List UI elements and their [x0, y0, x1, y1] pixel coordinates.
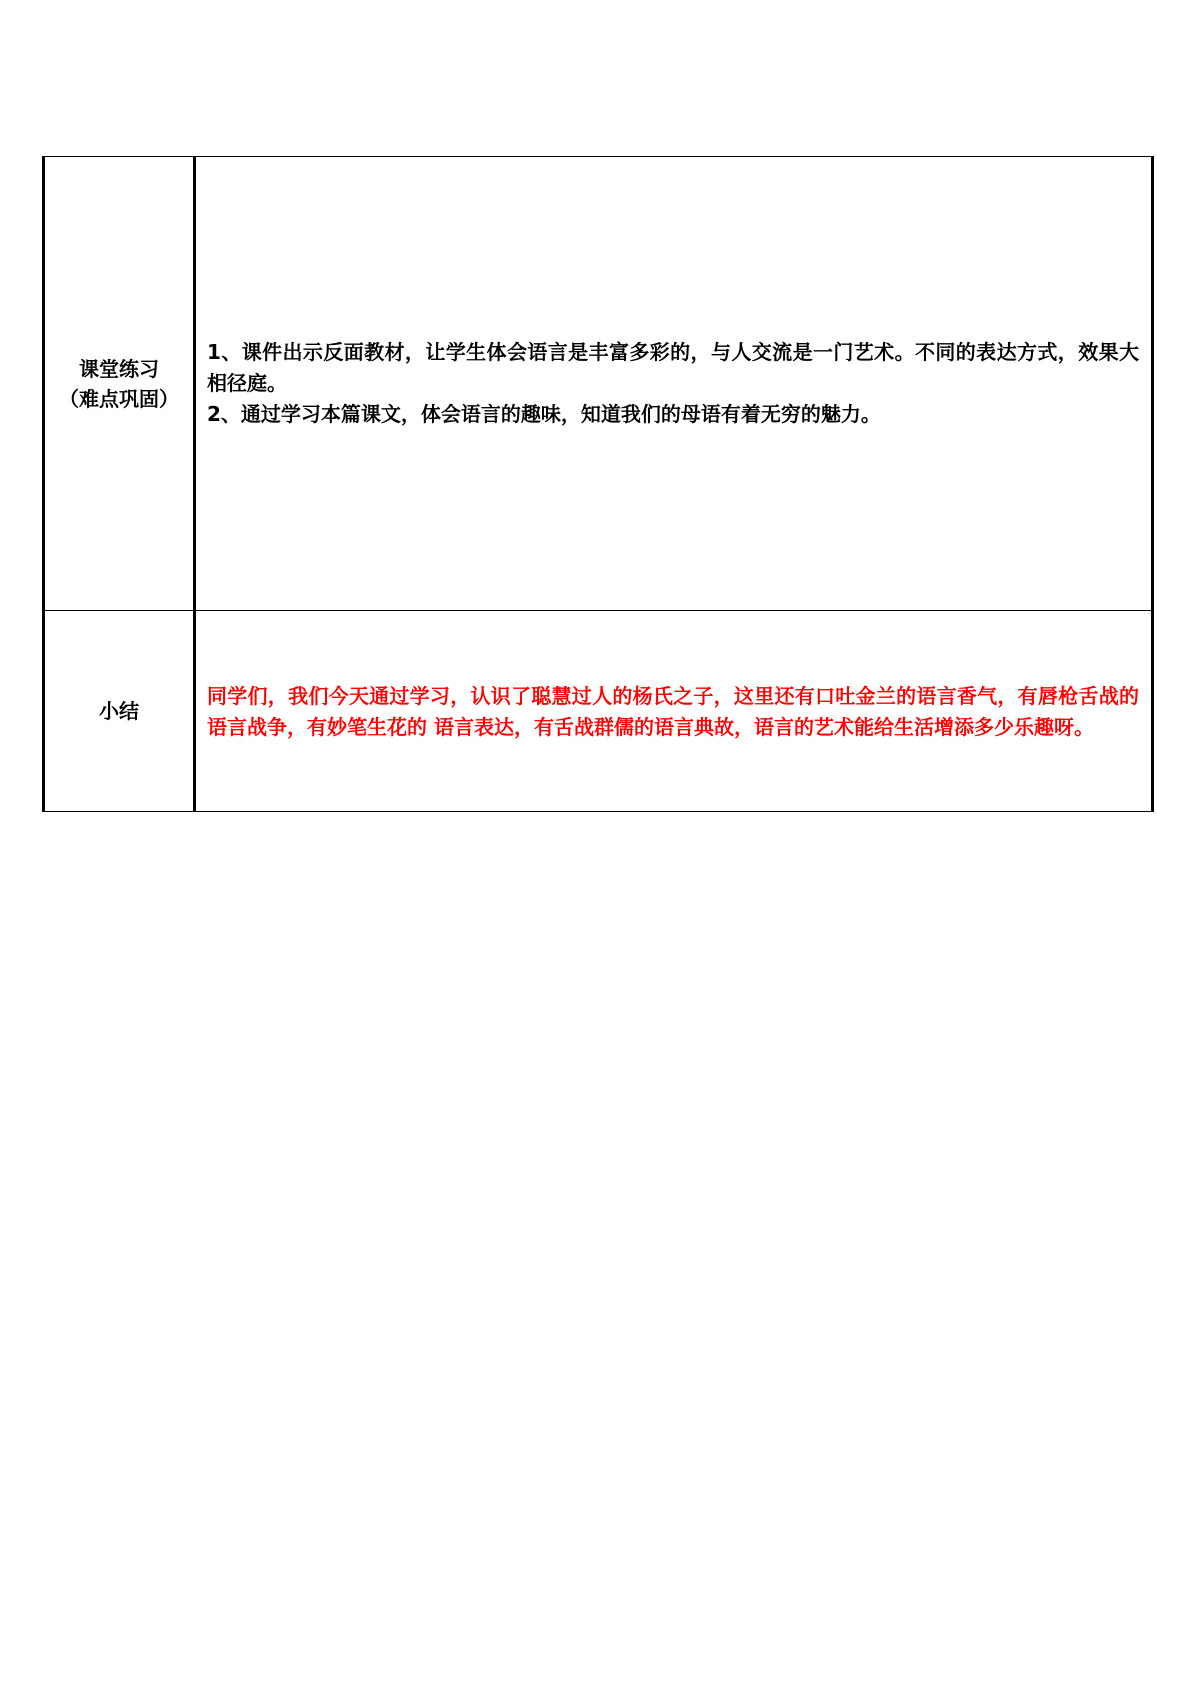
row-label-classroom-practice: [44, 157, 195, 611]
table-row-summary: [44, 611, 1153, 812]
row-label-line: （难点巩固）: [59, 386, 179, 411]
row-label-line: 小结: [99, 699, 139, 723]
table-row-classroom-practice: [44, 157, 1153, 611]
row-label-line: 课堂练习: [79, 356, 159, 381]
content-paragraph: 1、课件出示反面教材，让学生体会语言是丰富多彩的，与人交流是一门艺术。不同的表达方式，效果大相径庭。: [207, 340, 1139, 395]
content-paragraph: 2、通过学习本篇课文，体会语言的趣味，知道我们的母语有着无穷的魅力。: [207, 402, 881, 426]
row-content-summary: [195, 611, 1153, 812]
row-content-classroom-practice: [195, 157, 1153, 611]
lesson-plan-table: [42, 156, 1154, 812]
row-label-summary: [44, 611, 195, 812]
content-paragraph: 同学们，我们今天通过学习，认识了聪慧过人的杨氏之子，这里还有口吐金兰的语言香气，有唇枪舌战的语言战争，有妙笔生花的 语言表达，有舌战群儒的语言典故，语言的艺术能给生活增添多少乐趣呀。: [207, 684, 1139, 739]
